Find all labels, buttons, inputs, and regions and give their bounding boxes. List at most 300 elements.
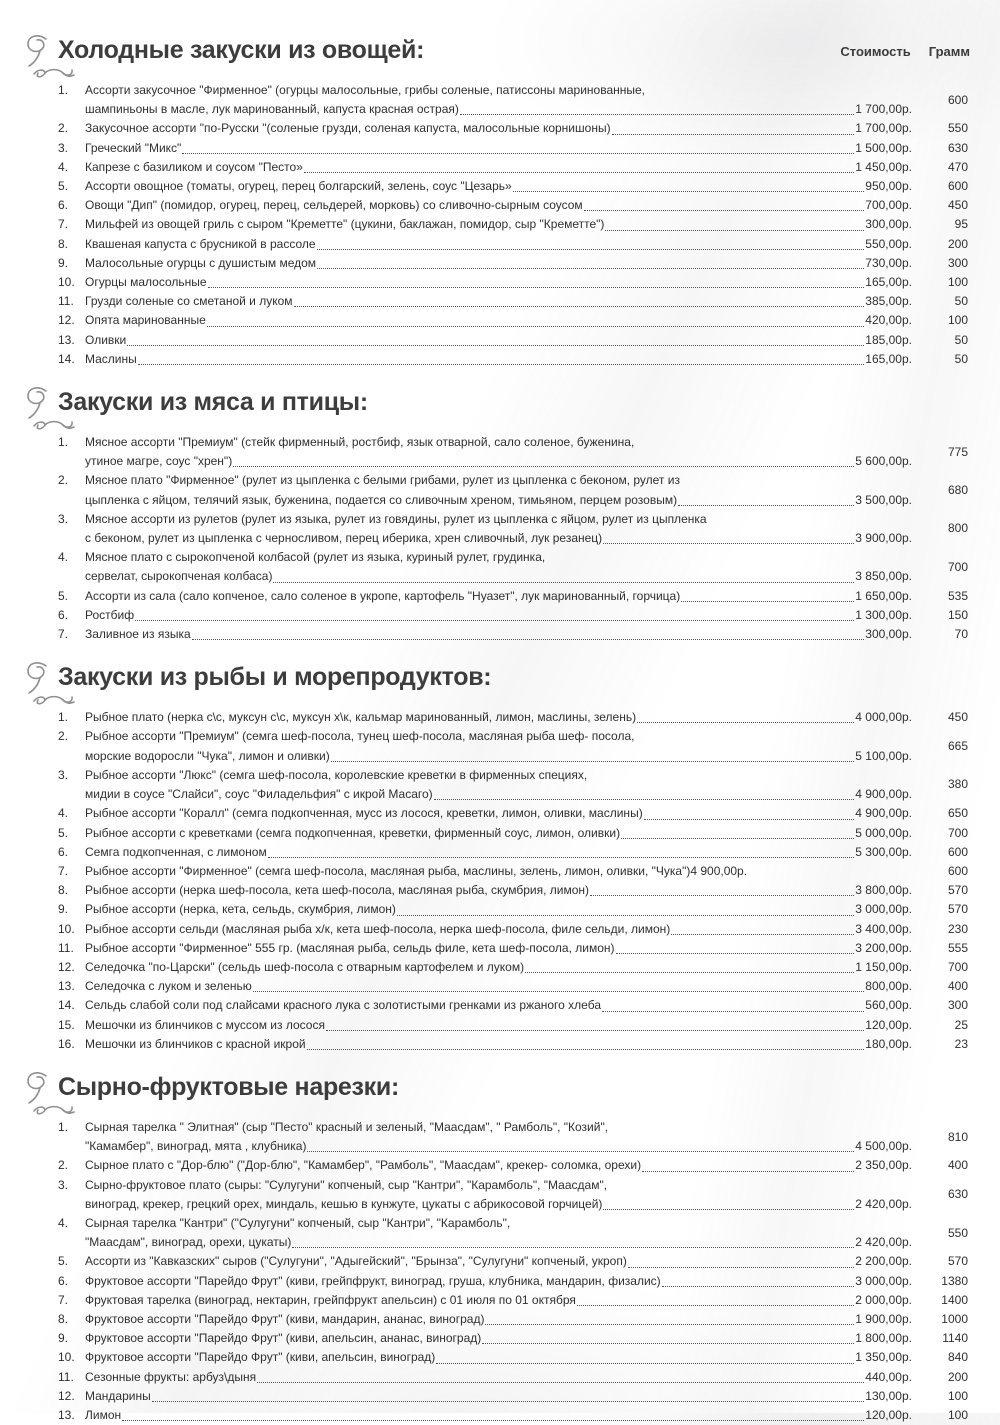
item-grams: 1140 bbox=[942, 1331, 968, 1346]
item-content bbox=[85, 331, 912, 350]
item-grams: 650 bbox=[947, 806, 968, 821]
menu-items bbox=[58, 1118, 968, 1425]
item-price: 1 800,00р. bbox=[855, 1331, 912, 1346]
dot-leader bbox=[513, 191, 865, 192]
item-number: 9. bbox=[58, 1331, 69, 1346]
item-text: Закусочное ассорти "по-Русски "(соленые грузди, соленая капуста, малосольные корнишоны) bbox=[85, 121, 611, 136]
item-grams: 23 bbox=[954, 1036, 968, 1051]
item-line bbox=[85, 920, 912, 939]
item-text: Маслины bbox=[85, 351, 137, 366]
item-line bbox=[85, 311, 912, 330]
dot-leader bbox=[294, 306, 865, 307]
item-number: 2. bbox=[58, 729, 69, 744]
item-line bbox=[85, 977, 912, 996]
item-price: 1 300,00р. bbox=[855, 607, 912, 622]
item-price: 1 650,00р. bbox=[855, 588, 912, 603]
menu-item bbox=[58, 900, 968, 919]
menu-item bbox=[58, 273, 968, 292]
menu-item bbox=[58, 158, 968, 177]
section-title: Закуски из мяса и птицы: bbox=[58, 388, 368, 417]
item-grams: 100 bbox=[947, 1407, 968, 1422]
item-grams: 840 bbox=[947, 1350, 968, 1365]
item-text: Рыбное ассорти "Коралл" (семга подкопченная, мусс из лосося, креветки, лимон, оливки, маслины) bbox=[85, 806, 643, 821]
item-text: Огурцы малосольные bbox=[85, 275, 207, 290]
item-price: 120,00р. bbox=[865, 1407, 912, 1422]
item-price: 440,00р. bbox=[865, 1369, 912, 1384]
menu-item bbox=[58, 1016, 968, 1035]
dot-leader bbox=[304, 172, 854, 173]
item-line bbox=[85, 862, 912, 881]
item-line bbox=[85, 1016, 912, 1035]
item-text: Сырное плато с "Дор-блю" ("Дор-блю", "Камамбер", "Рамболь", "Маасдам", крекер- соломка, орехи) bbox=[85, 1158, 642, 1173]
section-header bbox=[58, 386, 968, 430]
item-number: 5. bbox=[58, 179, 69, 194]
item-grams: 95 bbox=[954, 217, 968, 232]
item-number: 4. bbox=[58, 159, 69, 174]
item-content bbox=[85, 766, 912, 804]
item-content bbox=[85, 1387, 912, 1406]
item-content bbox=[85, 1329, 912, 1348]
item-price: 385,00р. bbox=[865, 294, 912, 309]
item-text: Фруктовое ассорти "Парейдо Фрут" (киви, мандарин, ананас, виноград) bbox=[85, 1311, 485, 1326]
menu-item bbox=[58, 471, 968, 509]
item-content bbox=[85, 1016, 912, 1035]
item-price: 5 600,00р. bbox=[855, 454, 912, 469]
section-ornament-icon bbox=[20, 1069, 90, 1119]
item-content bbox=[85, 81, 912, 119]
section-ornament-icon bbox=[20, 32, 90, 82]
item-line bbox=[85, 196, 912, 215]
menu-item bbox=[58, 311, 968, 330]
item-content bbox=[85, 350, 912, 369]
item-number: 7. bbox=[58, 217, 69, 232]
item-price: 1 350,00р. bbox=[855, 1350, 912, 1365]
menu-item bbox=[58, 1368, 968, 1387]
item-line bbox=[85, 1118, 912, 1137]
item-content bbox=[85, 1156, 912, 1175]
item-line bbox=[85, 292, 912, 311]
item-text: Сырная тарелка "Кантри" ("Сулугуни" копченый, сыр "Кантри", "Карамболь", bbox=[85, 1215, 511, 1230]
item-content bbox=[85, 196, 912, 215]
item-price: 4 900,00р. bbox=[855, 787, 912, 802]
item-content bbox=[85, 139, 912, 158]
dot-leader bbox=[485, 1324, 854, 1325]
dot-leader bbox=[637, 722, 854, 723]
menu-item bbox=[58, 81, 968, 119]
menu-item bbox=[58, 939, 968, 958]
menu-item bbox=[58, 1329, 968, 1348]
dot-leader bbox=[602, 1011, 864, 1012]
item-line bbox=[85, 119, 912, 138]
menu-section bbox=[58, 34, 968, 369]
item-text: Ассорти закусочное "Фирменное" (огурцы малосольные, грибы соленые, патиссоны маринованные, bbox=[85, 83, 646, 97]
item-text: Рыбное ассорти "Фирменное" (семга шеф-посола, масляная рыба, маслины, зелень, лимон, оливки, "Чука") bbox=[85, 863, 691, 878]
dot-leader bbox=[273, 582, 854, 583]
item-number: 11. bbox=[58, 940, 74, 955]
item-line bbox=[85, 215, 912, 234]
item-content bbox=[85, 843, 912, 862]
item-line bbox=[85, 548, 912, 567]
item-text: морские водоросли "Чука", лимон и оливки) bbox=[85, 748, 330, 763]
item-content bbox=[85, 606, 912, 625]
item-text: Рыбное ассорти "Люкс" (семга шеф-посола, королевские креветки в фирменных специях, bbox=[85, 767, 588, 782]
item-content bbox=[85, 158, 912, 177]
item-content bbox=[85, 1310, 912, 1329]
menu-item bbox=[58, 119, 968, 138]
menu-item bbox=[58, 215, 968, 234]
item-number: 7. bbox=[58, 863, 69, 878]
item-price: 560,00р. bbox=[865, 998, 912, 1013]
item-grams: 800 bbox=[947, 521, 968, 536]
item-price: 950,00р. bbox=[865, 179, 912, 194]
item-grams: 200 bbox=[947, 1369, 968, 1384]
item-content bbox=[85, 1035, 912, 1054]
menu-item bbox=[58, 843, 968, 862]
menu-item bbox=[58, 254, 968, 273]
item-content bbox=[85, 862, 912, 881]
item-grams: 230 bbox=[947, 921, 968, 936]
item-number: 10. bbox=[58, 275, 75, 290]
menu-item bbox=[58, 510, 968, 548]
item-content bbox=[85, 1291, 912, 1310]
item-number: 3. bbox=[58, 511, 69, 526]
menu-item bbox=[58, 587, 968, 606]
dot-leader bbox=[307, 1049, 865, 1050]
item-price: 1 700,00р. bbox=[855, 121, 912, 136]
dot-leader bbox=[612, 134, 855, 135]
item-grams: 150 bbox=[947, 607, 968, 622]
dot-leader bbox=[207, 326, 865, 327]
dot-leader bbox=[616, 953, 855, 954]
item-grams: 600 bbox=[947, 179, 968, 194]
item-text: Ассорти из "Кавказских" сыров ("Сулугуни", "Адыгейский", "Брынза", "Сулугуни" копченый, укроп) bbox=[85, 1254, 627, 1269]
item-price: 700,00р. bbox=[865, 198, 912, 213]
menu-item bbox=[58, 1310, 968, 1329]
item-price: 3 400,00р. bbox=[855, 921, 912, 936]
item-number: 5. bbox=[58, 1254, 69, 1269]
item-text: Фруктовое ассорти "Парейдо Фрут" (киви, грейпфрукт, виноград, груша, клубника, мандарин, физалис) bbox=[85, 1273, 661, 1288]
item-text: Оливки bbox=[85, 332, 127, 347]
item-line bbox=[85, 900, 912, 919]
item-price: 185,00р. bbox=[865, 332, 912, 347]
item-grams: 665 bbox=[947, 739, 968, 754]
item-text: Рыбное ассорти (нерка шеф-посола, кета шеф-посола, масляная рыба, скумбрия, лимон) bbox=[85, 883, 590, 898]
menu-item bbox=[58, 1214, 968, 1252]
menu-item bbox=[58, 766, 968, 804]
item-number: 1. bbox=[58, 1119, 69, 1134]
section-title: Закуски из рыбы и морепродуктов: bbox=[58, 663, 492, 692]
menu-items bbox=[58, 708, 968, 1054]
item-number: 12. bbox=[58, 313, 75, 328]
menu-item bbox=[58, 1387, 968, 1406]
menu-item bbox=[58, 1118, 968, 1156]
menu-item bbox=[58, 606, 968, 625]
item-number: 11. bbox=[58, 1369, 74, 1384]
item-text: Фруктовое ассорти "Парейдо Фрут" (киви, апельсин, ананас, виноград) bbox=[85, 1331, 482, 1346]
section-title: Сырно-фруктовые нарезки: bbox=[58, 1072, 399, 1101]
item-text: Мясное плато "Фирменное" (рулет из цыпленка с белыми грибами, рулет из цыпленка с беконом, рулет из bbox=[85, 473, 680, 488]
menu-section bbox=[58, 1071, 968, 1425]
item-line bbox=[85, 996, 912, 1015]
menu-item bbox=[58, 958, 968, 977]
menu-item bbox=[58, 350, 968, 369]
item-price: 2 200,00р. bbox=[855, 1254, 912, 1269]
item-grams: 470 bbox=[947, 159, 968, 174]
item-grams: 25 bbox=[954, 1017, 968, 1032]
item-line bbox=[85, 350, 912, 369]
item-grams: 1380 bbox=[941, 1273, 968, 1288]
menu-item bbox=[58, 139, 968, 158]
item-line bbox=[85, 529, 912, 548]
item-price: 5 100,00р. bbox=[855, 748, 912, 763]
dot-leader bbox=[621, 838, 854, 839]
dot-leader bbox=[138, 364, 865, 365]
item-number: 7. bbox=[58, 627, 69, 642]
item-text: Мясное ассорти из рулетов (рулет из языка, рулет из говядины, рулет из цыпленка с яйцом, рулет из цыпленка bbox=[85, 511, 707, 526]
item-text: Греческий "Микс" bbox=[85, 140, 182, 155]
item-text: Рыбное ассорти (нерка, кета, сельдь, скумбрия, лимон) bbox=[85, 902, 396, 917]
item-line bbox=[85, 177, 912, 196]
item-line bbox=[85, 139, 912, 158]
item-line bbox=[85, 1272, 912, 1291]
item-text: Сырно-фруктовое плато (сыры: "Сулугуни" копченый, сыр "Кантри", "Карамболь", "Маасдам", bbox=[85, 1177, 608, 1192]
item-number: 3. bbox=[58, 1177, 69, 1192]
item-grams: 810 bbox=[947, 1129, 968, 1144]
item-content bbox=[85, 510, 912, 548]
item-text: Сельдь слабой соли под слайсами красного лука с золотистыми гренками из ржаного хлеба bbox=[85, 998, 601, 1013]
item-number: 13. bbox=[58, 979, 75, 994]
dot-leader bbox=[603, 1209, 854, 1210]
item-text: Рыбное плато (нерка с\с, муксун с\с, муксун х\к, кальмар маринованный, лимон, маслины, зелень) bbox=[85, 710, 637, 725]
item-grams: 400 bbox=[947, 1158, 968, 1173]
item-line bbox=[85, 273, 912, 292]
item-line bbox=[85, 843, 912, 862]
menu-item bbox=[58, 996, 968, 1015]
item-number: 2. bbox=[58, 1158, 69, 1173]
dot-leader bbox=[152, 1401, 865, 1402]
item-text: Сезонные фрукты: арбуз\дыня bbox=[85, 1369, 257, 1384]
dot-leader bbox=[331, 761, 855, 762]
menu-item bbox=[58, 1156, 968, 1175]
dot-leader bbox=[208, 287, 865, 288]
dot-leader bbox=[642, 1171, 854, 1172]
item-text: Малосольные огурцы с душистым медом bbox=[85, 255, 317, 270]
item-number: 16. bbox=[58, 1036, 75, 1051]
item-content bbox=[85, 471, 912, 509]
menu-item bbox=[58, 920, 968, 939]
item-content bbox=[85, 215, 912, 234]
item-content bbox=[85, 939, 912, 958]
menu-item bbox=[58, 804, 968, 823]
item-content bbox=[85, 433, 912, 471]
dot-leader bbox=[678, 505, 854, 506]
item-line bbox=[85, 708, 912, 727]
dot-leader bbox=[257, 1382, 864, 1383]
menu-item bbox=[58, 1252, 968, 1271]
item-content bbox=[85, 1368, 912, 1387]
item-line bbox=[85, 939, 912, 958]
item-line bbox=[85, 1214, 912, 1233]
item-price: 2 420,00р. bbox=[855, 1196, 912, 1211]
item-text: мидии в соусе "Слайси", соус "Филадельфия" с икрой Масаго) bbox=[85, 787, 433, 802]
item-content bbox=[85, 900, 912, 919]
item-grams: 600 bbox=[947, 844, 968, 859]
menu-section bbox=[58, 386, 968, 644]
item-number: 5. bbox=[58, 588, 69, 603]
dot-leader bbox=[317, 268, 864, 269]
item-line bbox=[85, 1387, 912, 1406]
item-number: 10. bbox=[58, 921, 75, 936]
item-grams: 680 bbox=[947, 483, 968, 498]
item-text: Овощи "Дип" (помидор, огурец, перец, сельдерей, морковь) со сливочно-сырным соусом bbox=[85, 198, 583, 213]
item-text: Квашеная капуста с брусникой в рассоле bbox=[85, 236, 316, 251]
item-content bbox=[85, 958, 912, 977]
dot-leader bbox=[307, 1151, 854, 1152]
item-number: 9. bbox=[58, 902, 69, 917]
item-content bbox=[85, 920, 912, 939]
item-text: Селедочка с луком и зеленью bbox=[85, 979, 252, 994]
dot-leader bbox=[525, 972, 854, 973]
dot-leader bbox=[317, 249, 865, 250]
item-grams: 555 bbox=[947, 940, 968, 955]
item-line bbox=[85, 433, 912, 452]
item-line bbox=[85, 1368, 912, 1387]
menu-item bbox=[58, 196, 968, 215]
item-number: 1. bbox=[58, 435, 69, 450]
item-line bbox=[85, 1195, 912, 1214]
section-header bbox=[58, 661, 968, 705]
item-number: 4. bbox=[58, 550, 69, 565]
item-grams: 450 bbox=[947, 710, 968, 725]
item-line bbox=[85, 804, 912, 823]
item-content bbox=[85, 625, 912, 644]
item-content bbox=[85, 881, 912, 900]
dot-leader bbox=[681, 601, 854, 602]
item-number: 6. bbox=[58, 844, 69, 859]
item-text: Мандарины bbox=[85, 1388, 151, 1403]
item-price: 1 900,00р. bbox=[855, 1311, 912, 1326]
menu-item bbox=[58, 708, 968, 727]
item-text: Сырная тарелка " Элитная" (сыр "Песто" красный и зеленый, "Маасдам", " Рамболь", "Козий", bbox=[85, 1119, 609, 1134]
dot-leader bbox=[628, 1267, 854, 1268]
menu-item bbox=[58, 824, 968, 843]
dot-leader bbox=[127, 345, 864, 346]
item-line bbox=[85, 766, 912, 785]
item-text: Рыбное ассорти с креветками (семга подкопченная, креветки, фирменный соус, лимон, оливки) bbox=[85, 825, 621, 840]
item-grams: 600 bbox=[947, 863, 968, 878]
menu-item bbox=[58, 1348, 968, 1367]
item-text: виноград, крекер, грецкий орех, миндаль, кешью в кунжуте, цукаты с абрикосовой горчицей) bbox=[85, 1196, 603, 1211]
item-number: 2. bbox=[58, 473, 69, 488]
dot-leader bbox=[460, 114, 854, 115]
item-text: Рыбное ассорти "Премиум" (семга шеф-посола, тунец шеф-посола, масляная рыба шеф- посола, bbox=[85, 729, 635, 744]
item-line bbox=[85, 1291, 912, 1310]
dot-leader bbox=[644, 819, 855, 820]
item-number: 8. bbox=[58, 236, 69, 251]
item-line bbox=[85, 452, 912, 471]
item-line bbox=[85, 471, 912, 490]
item-content bbox=[85, 311, 912, 330]
item-text: Ассорти овощное (томаты, огурец, перец болгарский, зелень, соус "Цезарь» bbox=[85, 179, 512, 194]
item-grams: 775 bbox=[947, 444, 968, 459]
item-line bbox=[85, 881, 912, 900]
menu-item bbox=[58, 1272, 968, 1291]
item-number: 2. bbox=[58, 121, 69, 136]
item-grams: 550 bbox=[947, 121, 968, 136]
item-price: 2 420,00р. bbox=[855, 1235, 912, 1250]
item-number: 12. bbox=[58, 959, 75, 974]
dot-leader bbox=[253, 991, 865, 992]
dot-leader bbox=[671, 934, 854, 935]
item-grams: 50 bbox=[954, 351, 968, 366]
item-grams: 630 bbox=[947, 140, 968, 155]
item-line bbox=[85, 1137, 912, 1156]
item-text: Селедочка "по-Царски" (сельдь шеф-посола с отварным картофелем и луком) bbox=[85, 959, 525, 974]
item-content bbox=[85, 177, 912, 196]
item-grams: 570 bbox=[947, 1254, 968, 1269]
item-number: 6. bbox=[58, 198, 69, 213]
menu-item bbox=[58, 862, 968, 881]
item-number: 1. bbox=[58, 83, 69, 97]
dot-leader bbox=[603, 543, 854, 544]
item-line bbox=[85, 727, 912, 746]
menu-item bbox=[58, 727, 968, 765]
item-price: 3 000,00р. bbox=[855, 902, 912, 917]
item-grams: 50 bbox=[954, 332, 968, 347]
item-text: Мешочки из блинчиков с красной икрой bbox=[85, 1036, 306, 1051]
item-price: 4 900,00р. bbox=[855, 806, 912, 821]
item-number: 12. bbox=[58, 1388, 75, 1403]
item-grams: 100 bbox=[947, 275, 968, 290]
item-price: 130,00р. bbox=[865, 1388, 912, 1403]
item-number: 14. bbox=[58, 351, 75, 366]
item-line bbox=[85, 81, 912, 100]
item-grams: 600 bbox=[947, 92, 968, 107]
menu-item bbox=[58, 235, 968, 254]
item-number: 7. bbox=[58, 1292, 69, 1307]
item-line bbox=[85, 1156, 912, 1175]
item-price: 3 000,00р. bbox=[855, 1273, 912, 1288]
item-price: 730,00р. bbox=[865, 255, 912, 270]
item-text: Опята маринованные bbox=[85, 313, 206, 328]
item-line bbox=[85, 958, 912, 977]
item-grams: 535 bbox=[947, 588, 968, 603]
section-header bbox=[58, 34, 968, 78]
section-ornament-icon bbox=[20, 659, 90, 709]
item-text: Лимон bbox=[85, 1407, 122, 1422]
item-text: сервелат, сырокопченая колбаса) bbox=[85, 569, 273, 584]
item-price: 3 500,00р. bbox=[855, 492, 912, 507]
section-ornament-icon bbox=[20, 384, 90, 434]
item-grams: 200 bbox=[947, 236, 968, 251]
menu-section bbox=[58, 661, 968, 1054]
item-price: 180,00р. bbox=[865, 1036, 912, 1051]
item-line bbox=[85, 331, 912, 350]
item-text: "Маасдам", виноград, орехи, цукаты) bbox=[85, 1235, 292, 1250]
item-content bbox=[85, 292, 912, 311]
item-grams: 570 bbox=[947, 883, 968, 898]
item-line bbox=[85, 491, 912, 510]
item-text: Капрезе с базиликом и соусом "Песто» bbox=[85, 159, 303, 174]
item-price: 550,00р. bbox=[865, 236, 912, 251]
item-text: Рыбное ассорти сельди (масляная рыба х/к, кета шеф-посола, нерка шеф-посола, филе сельди, лимон) bbox=[85, 921, 671, 936]
item-number: 3. bbox=[58, 140, 69, 155]
item-grams: 700 bbox=[947, 825, 968, 840]
item-grams: 450 bbox=[947, 198, 968, 213]
dot-leader bbox=[662, 1286, 855, 1287]
item-text: Фруктовая тарелка (виноград, нектарин, грейпфрукт апельсин) с 01 июля по 01 октября bbox=[85, 1292, 576, 1307]
item-grams: 700 bbox=[947, 559, 968, 574]
